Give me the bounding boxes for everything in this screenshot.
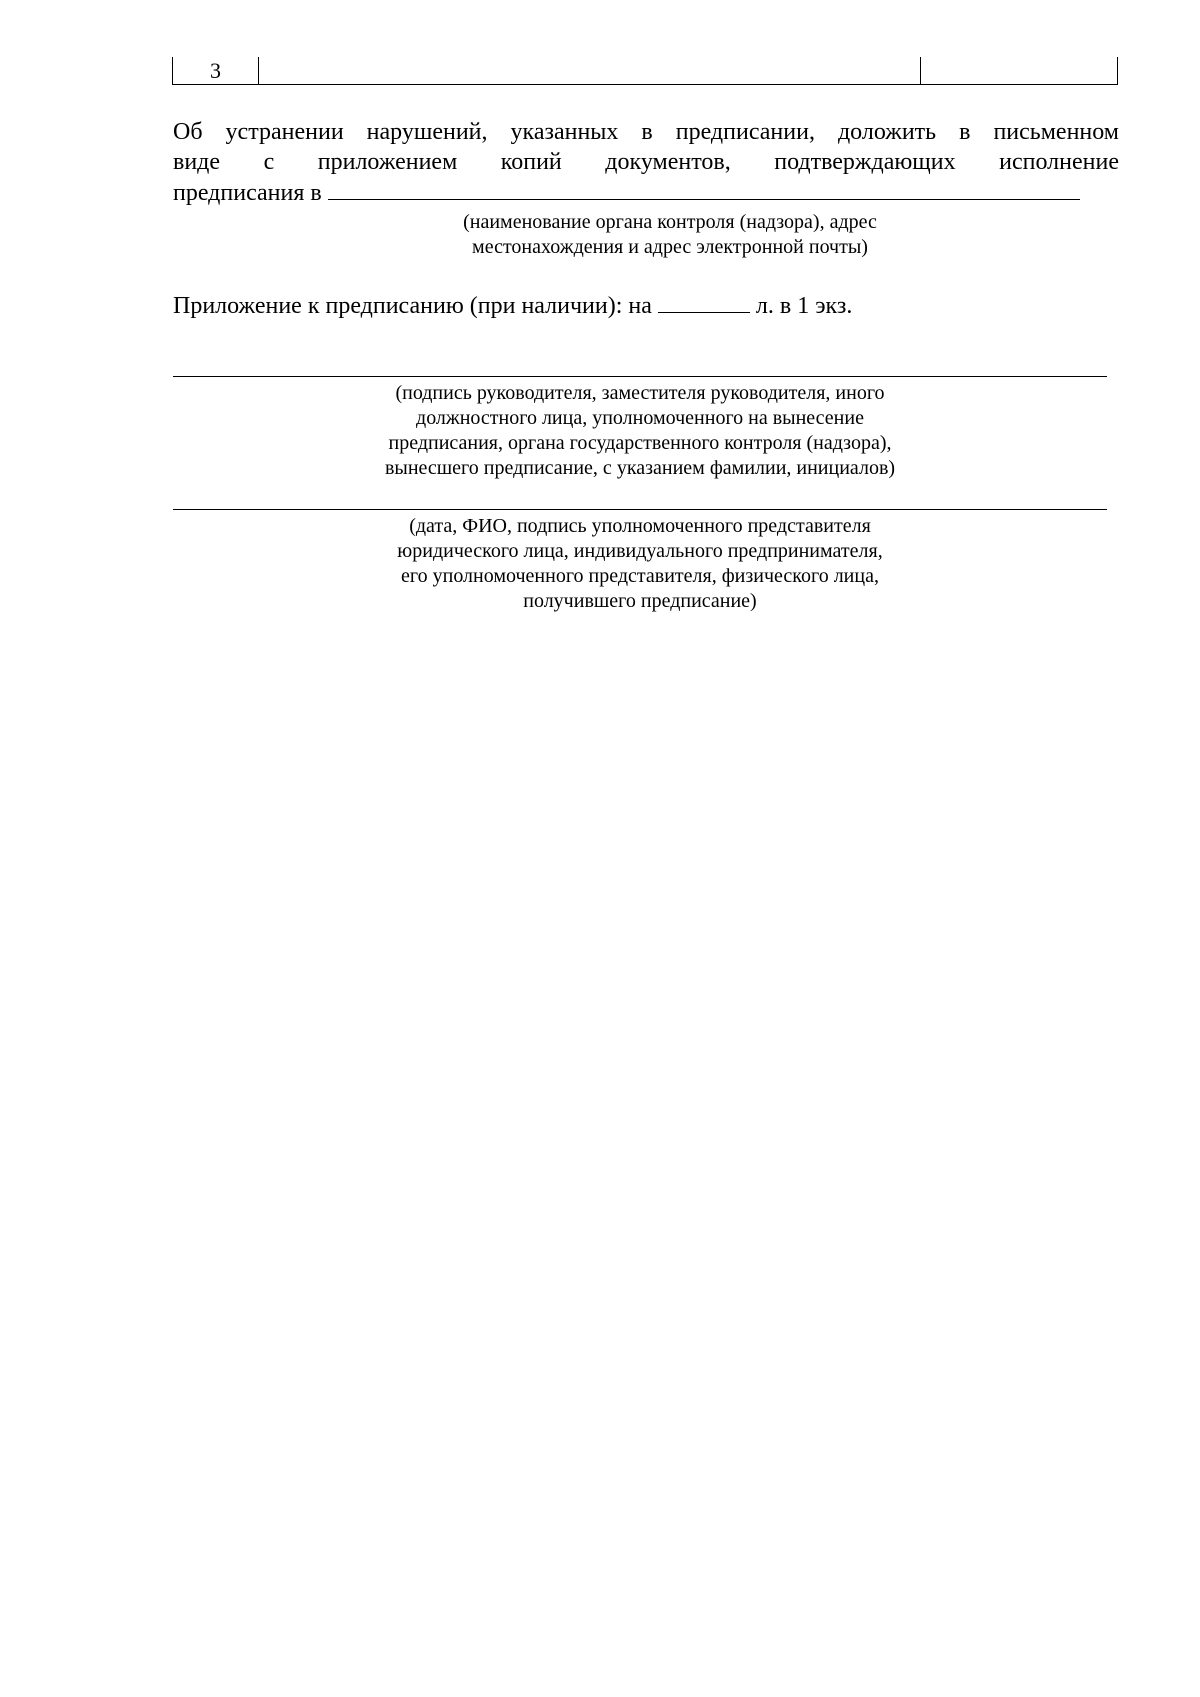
table-fragment — [172, 57, 1118, 85]
control-body-blank — [328, 177, 1080, 200]
appendix-suffix: л. в 1 экз. — [755, 293, 853, 319]
official-signature-caption-line-3: предписания, органа государственного контроля (надзора), — [388, 432, 892, 454]
report-paragraph — [173, 117, 1119, 208]
table-deadline-cell — [920, 57, 1118, 84]
table-row-number: 3 — [210, 58, 221, 83]
appendix-prefix: Приложение к предписанию (при наличии): на — [173, 293, 652, 319]
table-description-cell — [258, 57, 920, 84]
appendix-sheets-blank — [658, 290, 750, 313]
recipient-signature-caption-line-2: юридического лица, индивидуального предпринимателя, — [397, 540, 883, 562]
report-caption-line-2: местонахождения и адрес электронной почты) — [472, 236, 868, 258]
official-signature-caption-line-4: вынесшего предписание, с указанием фамилии, инициалов) — [384, 457, 896, 479]
table-row-number-cell — [172, 57, 258, 84]
report-caption-line-1: (наименование органа контроля (надзора), адрес — [463, 211, 877, 233]
report-paragraph-line-3 — [173, 177, 1119, 208]
report-paragraph-line-1: Об устранении нарушений, указанных в предписании, доложить в письменном — [173, 119, 1119, 145]
official-signature-caption-line-2: должностного лица, уполномоченного на вынесение — [416, 407, 864, 429]
recipient-signature-line — [173, 509, 1107, 510]
recipient-signature-caption-line-3: его уполномоченного представителя, физического лица, — [401, 565, 879, 587]
appendix-line — [173, 290, 852, 321]
report-paragraph-line-2: виде с приложением копий документов, подтверждающих исполнение — [173, 149, 1119, 175]
official-signature-line — [173, 376, 1107, 377]
report-paragraph-line-3-prefix: предписания в — [173, 180, 322, 206]
official-signature-caption — [330, 381, 950, 481]
recipient-signature-caption — [330, 514, 950, 614]
report-caption — [370, 210, 970, 260]
recipient-signature-caption-line-4: получившего предписание) — [523, 590, 757, 612]
official-signature-caption-line-1: (подпись руководителя, заместителя руководителя, иного — [395, 382, 885, 404]
recipient-signature-caption-line-1: (дата, ФИО, подпись уполномоченного представителя — [409, 515, 871, 537]
